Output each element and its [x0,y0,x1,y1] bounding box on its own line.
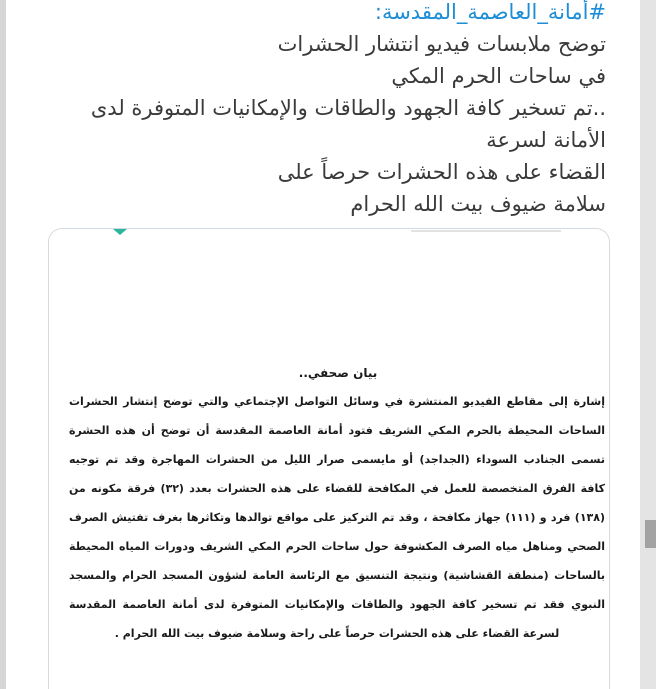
tweet-line: توضح ملابسات فيديو انتشار الحشرات [277,32,606,56]
tweet-text [20,0,606,220]
statement-line: كافة الفرق المتخصصة للعمل في المكافحة للقضاء على هذه الحشرات بعدد (٣٢) فرقة مكونه من [69,482,605,495]
tweet-line: القضاء على هذه الحشرات حرصاً على [277,160,606,184]
tweet-line: في ساحات الحرم المكي [391,64,606,88]
statement-line: الساحات المحيطة بالحرم المكي الشريف فتود أمانة العاصمة المقدسة أن توضح أن هذه الحشرة [69,424,605,437]
header-rule [411,230,561,232]
tweet-line: ..تم تسخير كافة الجهود والطاقات والإمكانيات المتوفرة لدى [90,96,606,120]
statement-line: الصحي ومناهل مياه الصرف المكشوفة حول ساحات الحرم المكي الشريف ودورات المياه المحيطة [69,540,605,553]
statement-line: بالساحات (منطقة القشاشية) ونتيجة التنسيق مع الرئاسة العامة لشؤون المسجد الحرام والمسجد [69,569,605,582]
statement-line: لسرعة القضاء على هذه الحشرات حرصاً على راحة وسلامة ضيوف بيت الله الحرام . [114,627,560,640]
statement-line: تسمى الجنادب السوداء (الجداجد) أو مايسمى صرار الليل من الحشرات المهاجرة وقد تم توجيه [69,453,605,466]
statement-line: (١٣٨) فرد و (١١١) جهاز مكافحة ، وقد تم التركيز على مواقع توالدها وتكاثرها بغرف تفتيش الصرف [69,511,605,524]
statement-line: إشارة إلى مقاطع الفيديو المنتشرة في وسائل التواصل الإجتماعي والتي توضح إنتشار الحشرات [69,395,605,408]
tweet-line: سلامة ضيوف بيت الله الحرام [350,192,606,216]
right-backdrop-edge [640,0,656,689]
header-chevron-mark [113,229,127,235]
hashtag-link[interactable]: #أمانة_العاصمة_المقدسة: [374,0,606,24]
statement-body [69,387,605,648]
statement-line: النبوي فقد تم تسخير كافة الجهود والطاقات والإمكانيات المتوفرة لدى أمانة العاصمة المقدسة [69,598,605,611]
media-image-card[interactable] [48,228,610,689]
statement-title: بيان صحفي.. [298,366,378,380]
right-backdrop-block [645,520,656,548]
left-backdrop-edge [0,0,6,689]
tweet-line: الأمانة لسرعة [486,128,606,152]
